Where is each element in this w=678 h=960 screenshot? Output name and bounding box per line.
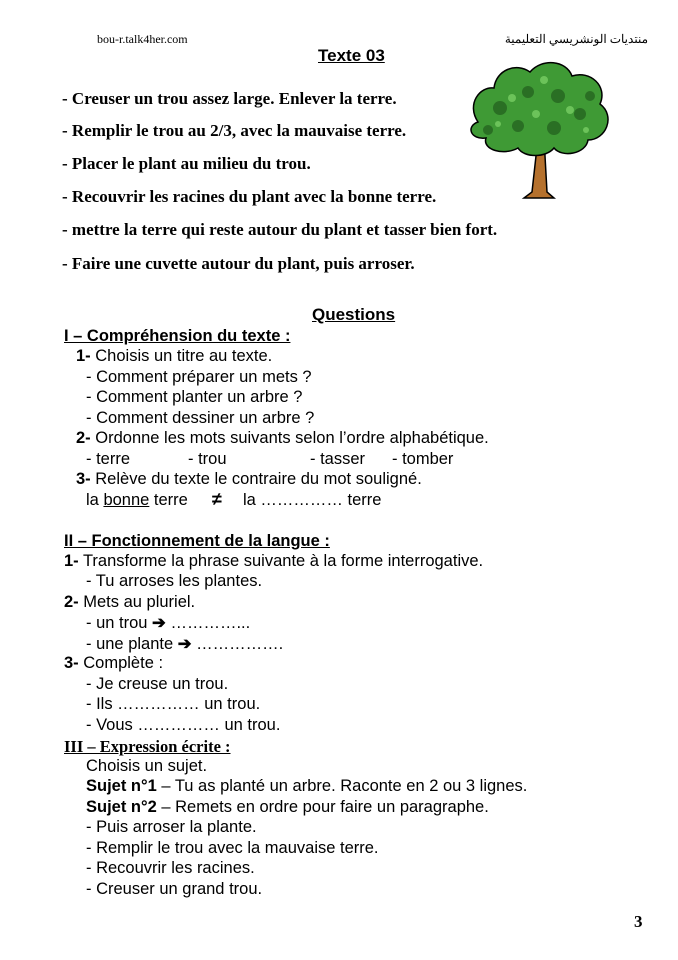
plural-item: - un trou ➔ …………... <box>86 614 251 632</box>
question-line <box>76 429 489 448</box>
subject-label: Sujet n°2 <box>86 798 157 816</box>
word-item: - terre <box>86 450 131 468</box>
option-line: - Comment planter un arbre ? <box>86 388 303 406</box>
questions-heading: Questions <box>312 305 396 324</box>
subject-text: – Tu as planté un arbre. Raconte en 2 ou 3 lignes. <box>156 777 528 795</box>
site-name-right: منتديات الونشريسي التعليمية <box>504 32 648 46</box>
tree-illustration-icon <box>458 52 618 200</box>
question-text: Ordonne les mots suivants selon l’ordre alphabétique. <box>90 429 489 447</box>
question-number: 3- <box>76 470 91 488</box>
order-item: - Recouvrir les racines. <box>86 859 255 877</box>
question-text: Relève du texte le contraire du mot souligné. <box>90 470 422 488</box>
subject-line <box>86 777 527 796</box>
question-number: 1- <box>76 347 91 365</box>
option-line: - Comment préparer un mets ? <box>86 368 312 386</box>
question-number: 2- <box>76 429 91 447</box>
section-title: III – Expression écrite : <box>64 737 231 756</box>
question-line <box>76 470 422 489</box>
question-text: Mets au pluriel. <box>78 593 196 611</box>
word-item: - trou <box>188 450 227 468</box>
question-line <box>76 347 272 366</box>
sentence-line: - Tu arroses les plantes. <box>86 572 263 590</box>
question-text: Transforme la phrase suivante à la forme interrogative. <box>78 552 484 570</box>
not-equal-symbol: ≠ <box>212 489 222 509</box>
question-text: Complète : <box>78 654 164 672</box>
instruction-line: - Placer le plant au milieu du trou. <box>62 154 311 173</box>
section-title: I – Compréhension du texte : <box>64 327 291 345</box>
antonym-line: la bonne terre <box>86 491 188 509</box>
arrow-right-icon: ➔ <box>152 614 166 632</box>
complete-item: - Vous …………… un trou. <box>86 716 281 734</box>
text-title: Texte 03 <box>318 46 385 65</box>
instruction-line: - mettre la terre qui reste autour du plant et tasser bien fort. <box>62 220 498 239</box>
section-intro: Choisis un sujet. <box>86 757 208 775</box>
instruction-line: - Recouvrir les racines du plant avec la bonne terre. <box>62 187 437 206</box>
word-item: - tomber <box>392 450 454 468</box>
arrow-right-icon: ➔ <box>177 635 192 653</box>
subject-label: Sujet n°1 <box>86 777 157 795</box>
order-item: - Remplir le trou avec la mauvaise terre. <box>86 839 379 857</box>
page-number: 3 <box>634 912 643 931</box>
subject-line <box>86 798 489 817</box>
instruction-line: - Remplir le trou au 2/3, avec la mauvaise terre. <box>62 121 407 140</box>
option-line: - Comment dessiner un arbre ? <box>86 409 315 427</box>
underlined-word: bonne <box>103 491 150 509</box>
question-line <box>64 654 163 673</box>
antonym-blank: la …………… terre <box>243 491 382 509</box>
question-number: 3- <box>64 654 79 672</box>
question-line <box>64 552 483 571</box>
question-line <box>64 593 195 612</box>
instruction-line: - Faire une cuvette autour du plant, puis arroser. <box>62 254 415 273</box>
question-number: 1- <box>64 552 79 570</box>
order-item: - Creuser un grand trou. <box>86 880 263 898</box>
section-title: II – Fonctionnement de la langue : <box>64 532 330 550</box>
subject-text: – Remets en ordre pour faire un paragraphe. <box>156 798 489 816</box>
question-number: 2- <box>64 593 79 611</box>
order-item: - Puis arroser la plante. <box>86 818 257 836</box>
complete-item: - Ils …………… un trou. <box>86 695 261 713</box>
complete-item: - Je creuse un trou. <box>86 675 229 693</box>
word-item: - tasser <box>310 450 366 468</box>
plural-item: - une plante ➔ ……………. <box>86 635 284 653</box>
site-url-left: bou-r.talk4her.com <box>97 32 188 46</box>
instruction-line: - Creuser un trou assez large. Enlever la terre. <box>62 89 397 108</box>
question-text: Choisis un titre au texte. <box>90 347 273 365</box>
